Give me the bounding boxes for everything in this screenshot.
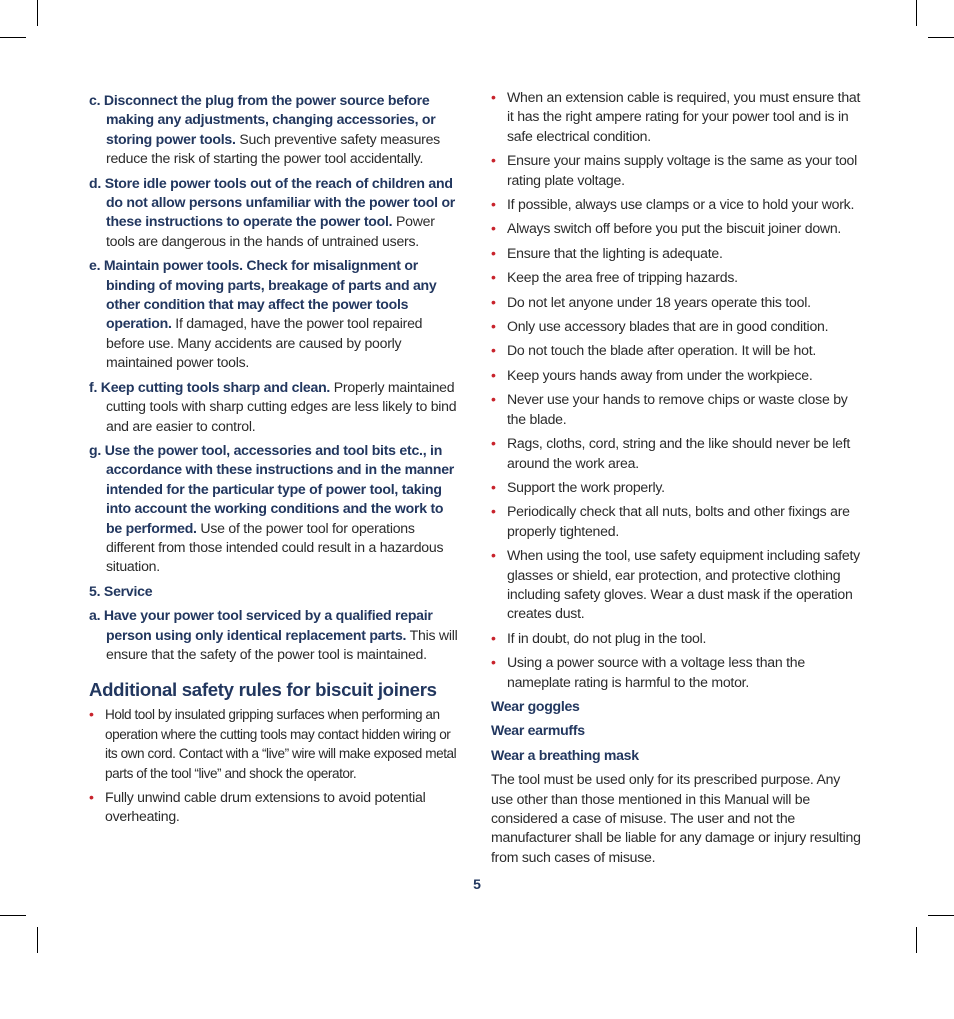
crop-mark: [37, 927, 38, 953]
bullet-icon: •: [491, 478, 496, 495]
list-item: • If in doubt, do not plug in the tool.: [491, 629, 863, 648]
list-item: • Rags, cloths, cord, string and the like should never be left around the work area.: [491, 435, 851, 471]
bullet-icon: •: [89, 706, 94, 723]
safety-item-service-a: a. Have your power tool serviced by a qualified repair person using only identical replacement parts. This will ensure that the safety of the power tool is maintained.: [89, 607, 458, 662]
safety-item-f: f. Keep cutting tools sharp and clean. Properly maintained cutting tools with sharp cutting edges are less likely to bind and are easier to control.: [89, 378, 457, 434]
list-item: • Using a power source with a voltage less than the nameplate rating is harmful to the motor.: [491, 654, 805, 690]
bullet-icon: •: [491, 342, 496, 359]
bullet-icon: •: [491, 244, 496, 261]
list-item: • If possible, always use clamps or a vice to hold your work.: [491, 195, 863, 214]
section-service-heading: 5. Service: [89, 582, 153, 599]
bullet-icon: •: [491, 269, 496, 286]
misuse-paragraph: The tool must be used only for its prescribed purpose. Any use other than those mentioned in this Manual will be considered a case of misuse. The user and not the manufacturer shall be liable for any damage or injury resulting from such cases of misuse.: [491, 771, 861, 865]
list-item: • Ensure that the lighting is adequate.: [491, 244, 863, 263]
crop-mark: [916, 0, 917, 26]
bullet-icon: •: [491, 435, 496, 452]
page-number: 5: [473, 876, 481, 892]
crop-mark: [37, 0, 38, 26]
crop-mark: [916, 927, 917, 953]
bullet-icon: •: [491, 503, 496, 520]
list-item: • Fully unwind cable drum extensions to avoid potential overheating.: [89, 789, 426, 825]
bullet-icon: •: [491, 654, 496, 671]
list-item: • Periodically check that all nuts, bolts and other fixings are properly tightened.: [491, 503, 850, 539]
safety-item-c: c. Disconnect the plug from the power source before making any adjustments, changing accessories, or storing power tools. Such preventive safety measures reduce the risk of starting the power tool accidentally.: [89, 92, 440, 167]
safety-item-g: g. Use the power tool, accessories and tool bits etc., in accordance with these instructions and in the manner intended for the particular type of power tool, taking into account the working conditions and the work to be performed. Use of the power tool for operations different from those intended could result in a hazardous situation.: [89, 441, 455, 575]
right-column: [491, 88, 863, 867]
label-wear-earmuffs: Wear earmuffs: [491, 722, 585, 739]
bullet-icon: •: [491, 220, 496, 237]
list-item: • Always switch off before you put the biscuit joiner down.: [491, 219, 863, 238]
list-item: • When an extension cable is required, you must ensure that it has the right ampere rating for your power tool and is in safe electrical condition.: [491, 89, 861, 144]
list-item: • Never use your hands to remove chips or waste close by the blade.: [491, 391, 848, 427]
bullet-icon: •: [491, 366, 496, 383]
list-item: • When using the tool, use safety equipment including safety glasses or shield, ear protection, and protective clothing including safety gloves. Wear a dust mask if the operation creates dust.: [491, 547, 860, 622]
crop-mark: [0, 37, 26, 38]
safety-item-e: e. Maintain power tools. Check for misalignment or binding of moving parts, breakage of parts and any other condition that may affect the power tools operation. If damaged, have the power tool repaired before use. Many accidents are caused by poorly maintained power tools.: [89, 257, 437, 371]
label-wear-goggles: Wear goggles: [491, 697, 580, 714]
list-item: • Do not touch the blade after operation. It will be hot.: [491, 341, 863, 360]
list-item: • Keep the area free of tripping hazards.: [491, 268, 863, 287]
list-item: • Hold tool by insulated gripping surfaces when performing an operation where the cutting tools may contact hidden wiring or its own cord. Contact with a “live” wire will make exposed metal parts of the tool “live” and shock the operator.: [89, 706, 457, 781]
bullet-icon: •: [491, 152, 496, 169]
list-item: • Only use accessory blades that are in good condition.: [491, 317, 863, 336]
bullet-icon: •: [491, 196, 496, 213]
list-item: • Keep yours hands away from under the workpiece.: [491, 366, 863, 385]
label-wear-breathing-mask: Wear a breathing mask: [491, 746, 639, 763]
bullet-icon: •: [491, 318, 496, 335]
bullet-icon: •: [491, 547, 496, 564]
left-column: [89, 91, 461, 832]
safety-item-d: d. Store idle power tools out of the reach of children and do not allow persons unfamiliar with the power tool or these instructions to operate the power tool. Power tools are dangerous in the hands of untrained users.: [89, 174, 456, 249]
bullet-icon: •: [491, 391, 496, 408]
list-item: • Do not let anyone under 18 years operate this tool.: [491, 293, 863, 312]
list-item: • Ensure your mains supply voltage is the same as your tool rating plate voltage.: [491, 152, 858, 188]
bullet-icon: •: [491, 89, 496, 105]
list-item: • Support the work properly.: [491, 478, 863, 497]
section-heading: Additional safety rules for biscuit joiners: [89, 679, 437, 701]
bullet-icon: •: [491, 293, 496, 310]
crop-mark: [928, 37, 954, 38]
crop-mark: [928, 915, 954, 916]
bullet-icon: •: [491, 629, 496, 646]
bullet-icon: •: [89, 789, 94, 805]
crop-mark: [0, 915, 26, 916]
